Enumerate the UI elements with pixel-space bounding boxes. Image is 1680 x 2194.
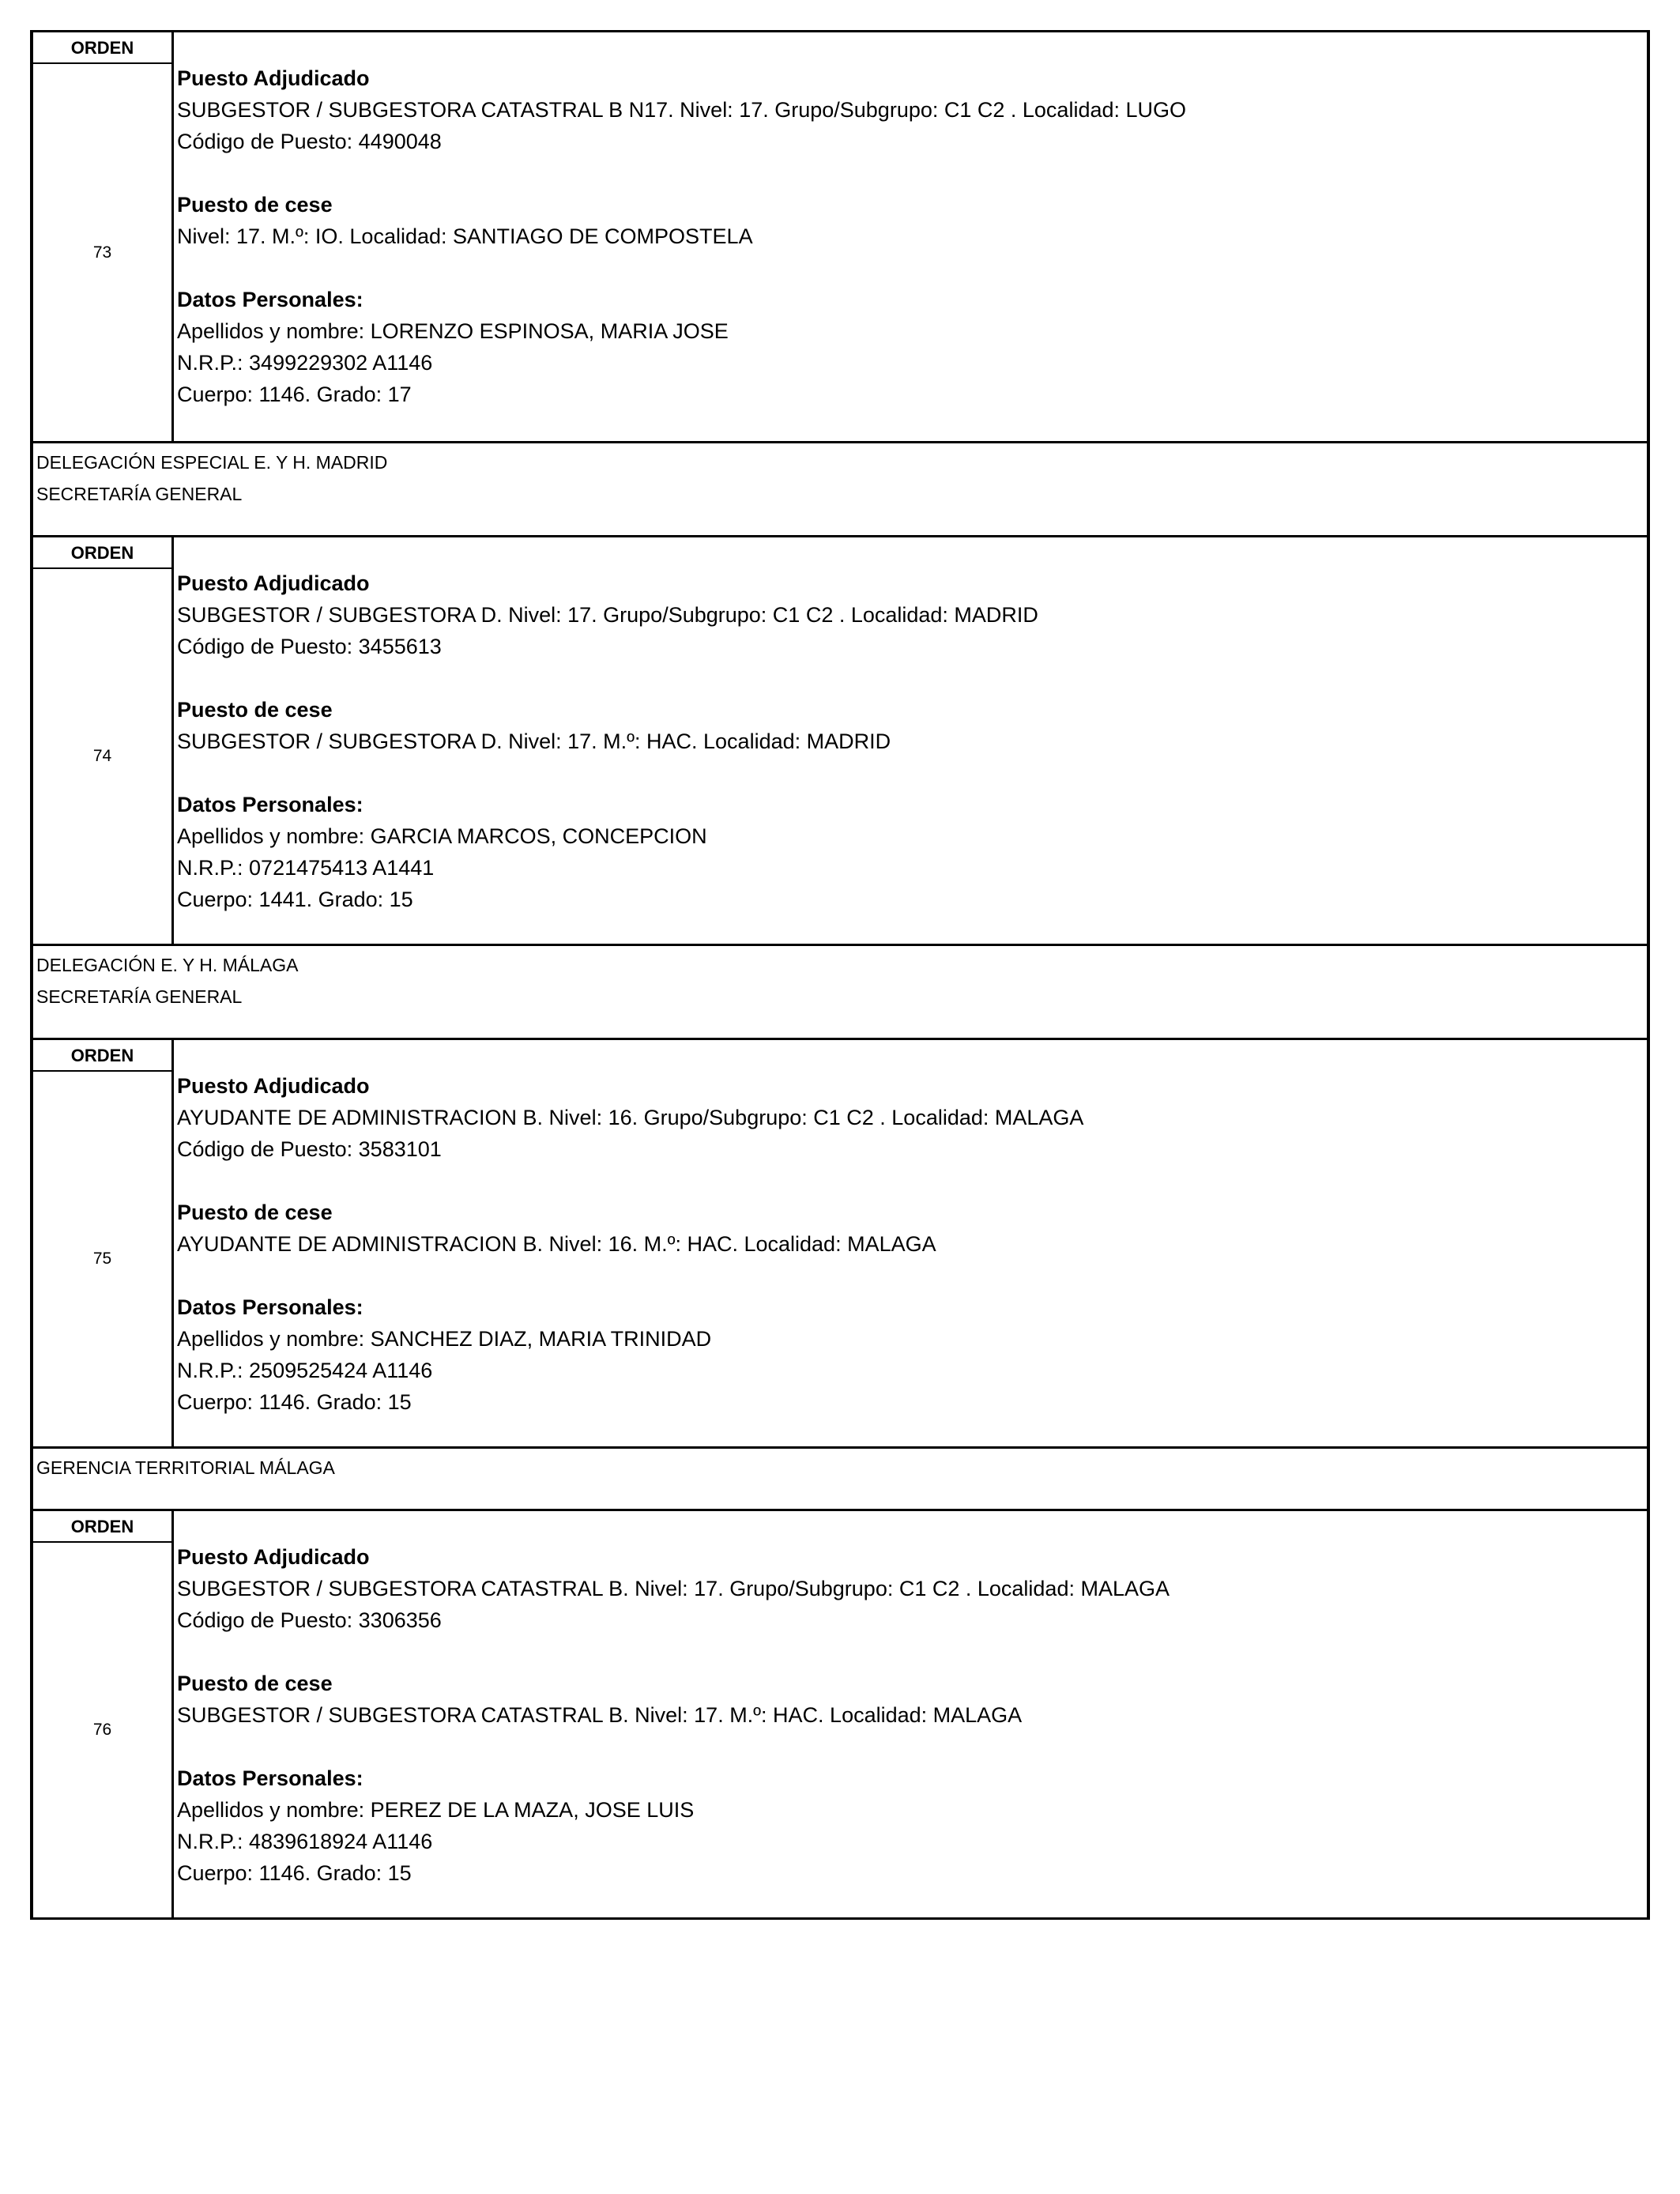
- cuerpo-grado: Cuerpo: 1146. Grado: 17: [177, 383, 412, 406]
- puesto-adjudicado-heading: Puesto Adjudicado: [177, 66, 370, 90]
- section-header-madrid: [33, 441, 1647, 535]
- puesto-cese-heading: Puesto de cese: [177, 698, 333, 722]
- puesto-adjudicado-text: SUBGESTOR / SUBGESTORA D. Nivel: 17. Grupo/Subgrupo: C1 C2 . Localidad: MADRID: [177, 603, 1038, 627]
- puesto-adjudicado-heading: Puesto Adjudicado: [177, 1545, 370, 1569]
- entry-details: [174, 1511, 1647, 1917]
- section-title: GERENCIA TERRITORIAL MÁLAGA: [36, 1457, 335, 1478]
- cuerpo-grado: Cuerpo: 1146. Grado: 15: [177, 1861, 412, 1885]
- order-number: 75: [92, 1250, 112, 1268]
- section-subtitle: SECRETARÍA GENERAL: [36, 986, 243, 1007]
- puesto-cese-text: Nivel: 17. M.º: IO. Localidad: SANTIAGO DE COMPOSTELA: [177, 224, 753, 248]
- cuerpo-grado: Cuerpo: 1441. Grado: 15: [177, 888, 413, 911]
- puesto-cese-heading: Puesto de cese: [177, 193, 333, 217]
- nrp: N.R.P.: 0721475413 A1441: [177, 856, 435, 880]
- order-column: [33, 32, 174, 441]
- puesto-cese-heading: Puesto de cese: [177, 1201, 333, 1224]
- apellidos-nombre: Apellidos y nombre: LORENZO ESPINOSA, MARIA JOSE: [177, 319, 729, 343]
- order-header: ORDEN: [33, 32, 171, 64]
- apellidos-nombre: Apellidos y nombre: SANCHEZ DIAZ, MARIA TRINIDAD: [177, 1327, 712, 1351]
- nrp: N.R.P.: 3499229302 A1146: [177, 351, 433, 375]
- section-title: DELEGACIÓN ESPECIAL E. Y H. MADRID: [36, 452, 388, 473]
- section-title: DELEGACIÓN E. Y H. MÁLAGA: [36, 955, 299, 975]
- order-header: ORDEN: [33, 537, 171, 569]
- apellidos-nombre: Apellidos y nombre: GARCIA MARCOS, CONCEPCION: [177, 824, 707, 848]
- order-header: ORDEN: [33, 1511, 171, 1543]
- order-number: 76: [92, 1721, 112, 1739]
- puesto-cese-text: SUBGESTOR / SUBGESTORA CATASTRAL B. Nivel: 17. M.º: HAC. Localidad: MALAGA: [177, 1703, 1023, 1727]
- apellidos-nombre: Apellidos y nombre: PEREZ DE LA MAZA, JOSE LUIS: [177, 1798, 695, 1822]
- puesto-cese-heading: Puesto de cese: [177, 1672, 333, 1695]
- nrp: N.R.P.: 2509525424 A1146: [177, 1359, 433, 1382]
- codigo-puesto: Código de Puesto: 3306356: [177, 1608, 442, 1632]
- section-subtitle: SECRETARÍA GENERAL: [36, 484, 243, 504]
- section-header-gerencia: [33, 1446, 1647, 1509]
- puesto-cese-text: AYUDANTE DE ADMINISTRACION B. Nivel: 16. M.º: HAC. Localidad: MALAGA: [177, 1232, 936, 1256]
- order-column: [33, 1511, 174, 1917]
- datos-personales-heading: Datos Personales:: [177, 1766, 363, 1790]
- codigo-puesto: Código de Puesto: 3455613: [177, 635, 442, 658]
- entry-76: [33, 1509, 1647, 1917]
- order-header: ORDEN: [33, 1040, 171, 1072]
- puesto-adjudicado-text: SUBGESTOR / SUBGESTORA CATASTRAL B. Nivel: 17. Grupo/Subgrupo: C1 C2 . Localidad: MALAGA: [177, 1577, 1170, 1600]
- entry-75: [33, 1038, 1647, 1446]
- resolution-table: [30, 30, 1650, 1920]
- entry-details: [174, 32, 1647, 441]
- order-number: 74: [92, 747, 112, 765]
- puesto-adjudicado-heading: Puesto Adjudicado: [177, 1074, 370, 1098]
- entry-details: [174, 1040, 1647, 1446]
- entry-73: [33, 32, 1647, 441]
- cuerpo-grado: Cuerpo: 1146. Grado: 15: [177, 1390, 412, 1414]
- order-number: 73: [92, 243, 112, 262]
- order-column: [33, 537, 174, 944]
- datos-personales-heading: Datos Personales:: [177, 1295, 363, 1319]
- puesto-adjudicado-heading: Puesto Adjudicado: [177, 571, 370, 595]
- puesto-adjudicado-text: SUBGESTOR / SUBGESTORA CATASTRAL B N17. Nivel: 17. Grupo/Subgrupo: C1 C2 . Localidad: LUGO: [177, 98, 1187, 122]
- nrp: N.R.P.: 4839618924 A1146: [177, 1830, 433, 1853]
- puesto-cese-text: SUBGESTOR / SUBGESTORA D. Nivel: 17. M.º: HAC. Localidad: MADRID: [177, 729, 891, 753]
- datos-personales-heading: Datos Personales:: [177, 288, 363, 311]
- puesto-adjudicado-text: AYUDANTE DE ADMINISTRACION B. Nivel: 16. Grupo/Subgrupo: C1 C2 . Localidad: MALAGA: [177, 1106, 1084, 1129]
- codigo-puesto: Código de Puesto: 3583101: [177, 1137, 442, 1161]
- codigo-puesto: Código de Puesto: 4490048: [177, 130, 442, 153]
- order-column: [33, 1040, 174, 1446]
- entry-74: [33, 535, 1647, 944]
- entry-details: [174, 537, 1647, 944]
- datos-personales-heading: Datos Personales:: [177, 793, 363, 816]
- section-header-malaga: [33, 944, 1647, 1038]
